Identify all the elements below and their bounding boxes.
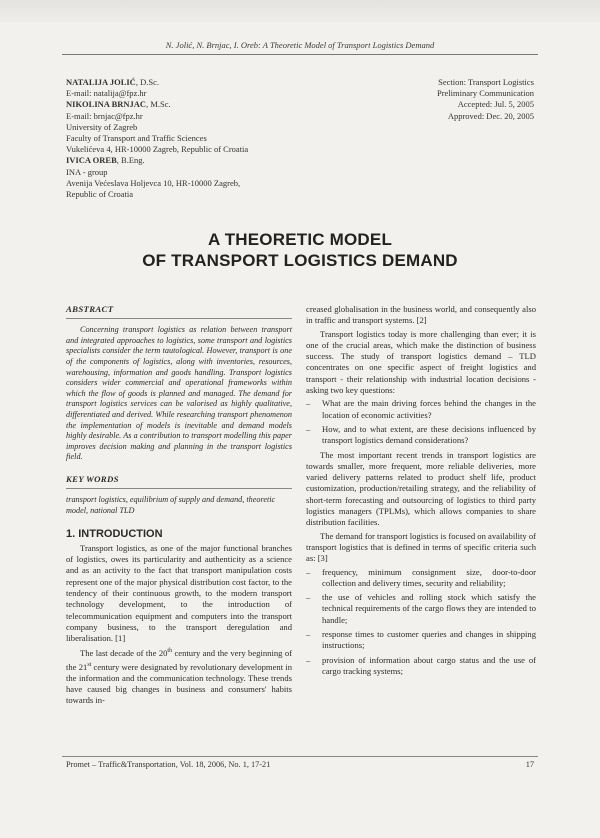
keywords-heading: KEY WORDS: [66, 474, 119, 485]
journal-footer: Promet – Traffic&Transportation, Vol. 18, 2006, No. 1, 17-21: [66, 760, 271, 769]
author-line: [66, 88, 346, 99]
right-paragraph-2: Transport logistics today is more challenging than ever; it is one of the crucial areas, which make the distinction of business success. The study of transport logistics demand – TLD concentrates on one specific aspect of freight logistics and transport - their relationship with industrial location decisions - asking two key questions:: [306, 328, 536, 396]
author-detail: , D.Sc.: [135, 77, 159, 87]
paper-title: [62, 229, 538, 271]
right-paragraph-3: The most important recent trends in transport logistics are towards smaller, more frequent, more reliable deliveries, more varied delivery patterns related to product shelf life, product customization, production/retailing strategy, and the reliability of short-term forecasting and outsourcing of logistics to third party logistics managers (TPLMs), which allows companies to share distribution facilities.: [306, 449, 536, 528]
author-line: [66, 111, 346, 122]
right-paragraph-4: The demand for transport logistics is focused on availability of transport logistics that is defined in terms of specific criteria such as: [3]: [306, 530, 536, 564]
section-label: Section: Transport Logistics: [438, 77, 534, 87]
section-info: [334, 77, 534, 122]
accepted-date: Accepted: Jul. 5, 2005: [457, 99, 534, 110]
approved-date: Approved: Dec. 20, 2005: [447, 110, 534, 121]
author-detail: Republic of Croatia: [66, 189, 134, 200]
scan-top-strip: [0, 0, 600, 22]
header-rule: [62, 54, 538, 55]
author-line: [66, 167, 346, 178]
author-line: [66, 122, 346, 133]
author-line: [66, 133, 346, 144]
author-detail: , M.Sc.: [146, 99, 171, 110]
title-line-1: A THEORETIC MODEL: [207, 230, 393, 249]
abstract-text: Concerning transport logistics as relation between transport and integrated approaches to logistics, some transport and logistics specialists consider the term tautological. However, transport is one of the components of logistics, along with inventories, resources, warehousing, information and goods handling. Transport logistics considers wider commercial and operational frameworks within which the flow of goods is planned and managed. The demand for transport logistics services can be valorised as highly qualitative, differentiated and derived. While researching transport phenomenon the implementation of models is inevitable and demand models highly desirable. As a contribution to transport modelling this paper improves decision making and planning in the transport logistics field.: [66, 325, 292, 462]
author-line: [66, 99, 346, 110]
author-detail: Avenija Većeslava Holjevca 10, HR-10000 Zagreb,: [66, 177, 241, 188]
list-item: – response times to customer queries and changes in shipping instructions;: [306, 629, 536, 652]
list-item: – provision of information about cargo status and the use of cargo tracking systems;: [306, 655, 536, 678]
author-detail: E-mail: natalija@fpz.hr: [66, 88, 147, 99]
list-item: – What are the main driving forces behind the changes in the location of economic activities?: [306, 398, 536, 421]
abstract-heading: ABSTRACT: [66, 304, 114, 314]
left-column: [66, 304, 292, 707]
right-column: [306, 304, 536, 680]
questions-list: [306, 398, 536, 446]
author-name: NATALIJA JOLIĆ: [66, 77, 136, 87]
author-detail: INA - group: [66, 166, 108, 177]
author-line: [66, 77, 346, 88]
intro-paragraph-1: Transport logistics, as one of the major functional branches of logistics, owes its particularity and authenticity as a science and as an activity to the fact that transport manipulation costs represent one of the major physical distribution cost factor, to the tendency of their continuous growth, to the modern transport technology development, to the introduction of telecommunication equipment and computers into the transport company business, to the transport deregulation and liberalisation. [1]: [66, 542, 292, 644]
list-item: – How, and to what extent, are these decisions influenced by transport logistics demand considerations?: [306, 424, 536, 447]
criteria-list: [306, 567, 536, 678]
author-line: [66, 178, 346, 189]
author-detail: E-mail: brnjac@fpz.hr: [66, 110, 143, 121]
author-detail: University of Zagreb: [66, 121, 138, 132]
intro-paragraph-2: The last decade of the 20th century and the very beginning of the 21st century were designated by revolutionary development in the information and the communication technology. These trends have caused big changes in business and consumers' habits towards in-: [66, 648, 292, 706]
author-detail: Faculty of Transport and Traffic Sciences: [66, 133, 207, 144]
author-line: [66, 144, 346, 155]
running-head: N. Jolić, N. Brnjac, I. Oreb: A Theoretic Model of Transport Logistics Demand: [165, 40, 435, 50]
author-detail: Vukelićeva 4, HR-10000 Zagreb, Republic of Croatia: [66, 144, 249, 155]
author-line: [66, 189, 346, 200]
title-line-2: OF TRANSPORT LOGISTICS DEMAND: [142, 251, 458, 270]
paper-type: Preliminary Communication: [436, 88, 534, 99]
author-name: IVICA OREB: [66, 155, 117, 166]
footer-rule: [62, 756, 538, 757]
introduction-heading: 1. INTRODUCTION: [66, 527, 163, 540]
author-name: NIKOLINA BRNJAC: [66, 99, 147, 110]
keywords-rule: [66, 488, 292, 489]
page-number: 17: [525, 760, 534, 769]
author-line: [66, 155, 346, 166]
right-paragraph-1: creased globalisation in the business world, and consequently also in traffic and transport systems. [2]: [306, 304, 536, 326]
abstract-rule: [66, 318, 292, 319]
author-block: [66, 77, 346, 200]
keywords-text: transport logistics, equilibrium of supply and demand, theoretic model, national TLD: [66, 495, 276, 515]
author-detail: , B.Eng.: [116, 155, 145, 166]
list-item: – the use of vehicles and rolling stock which satisfy the technical requirements of the cargo flows they are intended to handle;: [306, 592, 536, 626]
list-item: – frequency, minimum consignment size, door-to-door collection and delivery times, security and reliability;: [306, 567, 536, 590]
